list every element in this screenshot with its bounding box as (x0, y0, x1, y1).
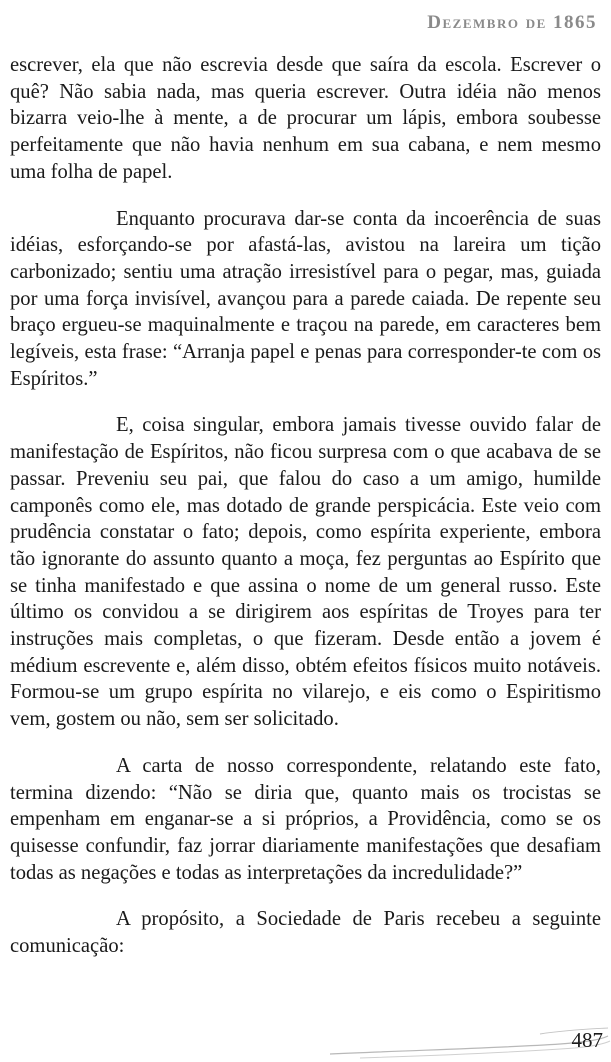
running-header: Dezembro de 1865 (427, 12, 597, 33)
page-number: 487 (571, 1028, 603, 1052)
paragraph-3: E, coisa singular, embora jamais tivesse ouvido falar de manifestação de Espíritos, não ficou surpresa com o que acabava de se passar. Preveniu seu pai, que falou do caso a um amigo, humilde camponês como ele, mas dotado de grande perspicácia. Este veio com prudência constatar o fato; depois, como espírita experiente, embora tão ignorante do assunto quanto a moça, fez perguntas ao Espírito que se tinha manifestado e que assina o nome de um general russo. Este último os convidou a se dirigirem aos espíritas de Troyes para ter instruções mais completas, o que fizeram. Desde então a jovem é médium escrevente e, além disso, obtém efeitos físicos muito notáveis. Formou-se um grupo espírita no vilarejo, e eis como o Espiritismo vem, gostem ou não, sem ser solicitado. (10, 414, 601, 731)
footer-swoosh-ornament (0, 1020, 611, 1062)
paragraph-4: A carta de nosso correspondente, relatando este fato, termina dizendo: “Não se diria que, quanto mais os trocistas se empenham em enganar-se a si próprios, a Providência, como se os quisesse confundir, faz jorrar diariamente manifestações que desafiam todas as negações e todas as interpretações da incredulidade?” (10, 754, 601, 884)
page-footer (0, 1020, 611, 1062)
body-text (10, 52, 601, 980)
paragraph-5: A propósito, a Sociedade de Paris recebeu a seguinte comunicação: (10, 908, 601, 958)
paragraph-2: Enquanto procurava dar-se conta da incoerência de suas idéias, esforçando-se por afastá-las, avistou na lareira um tição carbonizado; sentiu uma atração irresistível para o pegar, mas, guiada por uma força invisível, avançou para a parede caiada. De repente seu braço ergueu-se maquinalmente e traçou na parede, em caracteres bem legíveis, esta frase: “Arranja papel e penas para corresponder-te com os Espíritos.” (10, 207, 601, 390)
paragraph-1: escrever, ela que não escrevia desde que saíra da escola. Escrever o quê? Não sabia nada, mas queria escrever. Outra idéia não menos bizarra veio-lhe à mente, a de procurar um lápis, embora soubesse perfeitamente que não havia nenhum em sua cabana, e nem mesmo uma folha de papel. (10, 54, 601, 183)
